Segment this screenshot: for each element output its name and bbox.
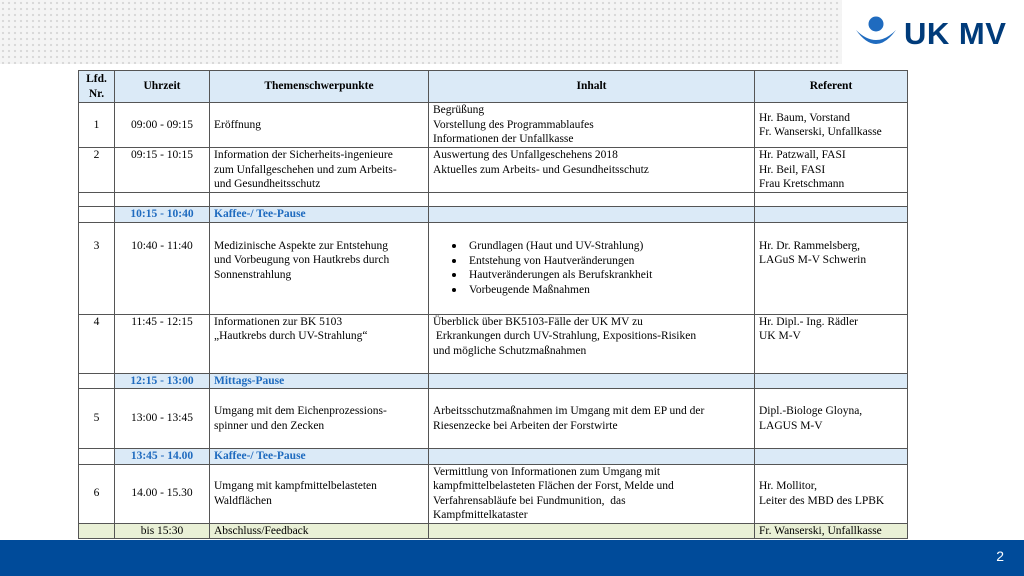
closing-row: [79, 523, 908, 539]
bullet-item: Entstehung von Hautveränderungen: [469, 254, 750, 269]
pause-time: 12:15 - 13:00: [115, 373, 210, 389]
closing-topic: Abschluss/Feedback: [210, 523, 429, 539]
table-row: [79, 314, 908, 373]
row-nr: 3: [79, 222, 115, 314]
row-nr: 1: [79, 103, 115, 148]
row-topic: Umgang mit dem Eichenprozessions- spinner und den Zecken: [210, 389, 429, 449]
closing-speaker: Fr. Wanserski, Unfallkasse: [755, 523, 908, 539]
row-topic: Umgang mit kampfmittelbelasteten Waldflächen: [210, 464, 429, 523]
bullet-item: Vorbeugende Maßnahmen: [469, 283, 750, 298]
row-topic: Information der Sicherheits-ingenieure zum Unfallgeschehen und zum Arbeits- und Gesundheitsschutz: [210, 148, 429, 193]
header-speaker: Referent: [755, 71, 908, 103]
pause-label: Mittags-Pause: [210, 373, 429, 389]
row-speaker: Hr. Dr. Rammelsberg, LAGuS M-V Schwerin: [755, 222, 908, 314]
table-row: [79, 148, 908, 193]
footer-bar: [0, 540, 1024, 576]
pause-row: [79, 373, 908, 389]
row-time: 09:00 - 09:15: [115, 103, 210, 148]
pause-label: Kaffee-/ Tee-Pause: [210, 207, 429, 223]
pause-row: [79, 449, 908, 465]
row-content: Arbeitsschutzmaßnahmen im Umgang mit dem EP und der Riesenzecke bei Arbeiten der Forstwirte: [429, 389, 755, 449]
bullet-item: Hautveränderungen als Berufskrankheit: [469, 268, 750, 283]
row-nr: 4: [79, 314, 115, 373]
row-nr: 2: [79, 148, 115, 193]
logo-text: UK MV: [904, 16, 1007, 51]
row-time: 11:45 - 12:15: [115, 314, 210, 373]
row-time: 09:15 - 10:15: [115, 148, 210, 193]
row-speaker: Hr. Baum, Vorstand Fr. Wanserski, Unfallkasse: [755, 103, 908, 148]
content-bullet-list: [433, 239, 750, 297]
row-time: 14.00 - 15.30: [115, 464, 210, 523]
row-topic: Medizinische Aspekte zur Entstehung und Vorbeugung von Hautkrebs durch Sonnenstrahlung: [210, 222, 429, 314]
uk-mv-logo-icon: [854, 14, 898, 54]
row-content: Begrüßung Vorstellung des Programmablaufes Informationen der Unfallkasse: [429, 103, 755, 148]
row-speaker: Hr. Mollitor, Leiter des MBD des LPBK: [755, 464, 908, 523]
row-content: Vermittlung von Informationen zum Umgang mit kampfmittelbelasteten Flächen der Forst, Melde und Verfahrensabläufe bei Fundmunition, das Kampfmittelkataster: [429, 464, 755, 523]
table-row: [79, 389, 908, 449]
row-nr: 6: [79, 464, 115, 523]
row-topic: Informationen zur BK 5103 „Hautkrebs durch UV-Strahlung“: [210, 314, 429, 373]
header-nr: Lfd. Nr.: [79, 71, 115, 103]
row-speaker: Hr. Patzwall, FASI Hr. Beil, FASI Frau Kretschmann: [755, 148, 908, 193]
row-topic: Eröffnung: [210, 103, 429, 148]
agenda-table: [78, 70, 908, 539]
row-content: Überblick über BK5103-Fälle der UK MV zu Erkrankungen durch UV-Strahlung, Expositions-Risiken und mögliche Schutzmaßnahmen: [429, 314, 755, 373]
table-row: [79, 103, 908, 148]
pause-row: [79, 207, 908, 223]
row-nr: 5: [79, 389, 115, 449]
header-topic: Themenschwerpunkte: [210, 71, 429, 103]
table-row: [79, 464, 908, 523]
pause-label: Kaffee-/ Tee-Pause: [210, 449, 429, 465]
table-header-row: [79, 71, 908, 103]
pause-time: 10:15 - 10:40: [115, 207, 210, 223]
spacer-row: [79, 193, 908, 207]
closing-time: bis 15:30: [115, 523, 210, 539]
row-time: 13:00 - 13:45: [115, 389, 210, 449]
table-row: [79, 222, 908, 314]
header-time: Uhrzeit: [115, 71, 210, 103]
header-content: Inhalt: [429, 71, 755, 103]
page-number: 2: [996, 548, 1004, 564]
pause-time: 13:45 - 14.00: [115, 449, 210, 465]
row-speaker: Dipl.-Biologe Gloyna, LAGUS M-V: [755, 389, 908, 449]
row-time: 10:40 - 11:40: [115, 222, 210, 314]
row-content: Auswertung des Unfallgeschehens 2018 Aktuelles zum Arbeits- und Gesundheitsschutz: [429, 148, 755, 193]
row-content: [429, 222, 755, 314]
bullet-item: Grundlagen (Haut und UV-Strahlung): [469, 239, 750, 254]
row-speaker: Hr. Dipl.- Ing. Rädler UK M-V: [755, 314, 908, 373]
